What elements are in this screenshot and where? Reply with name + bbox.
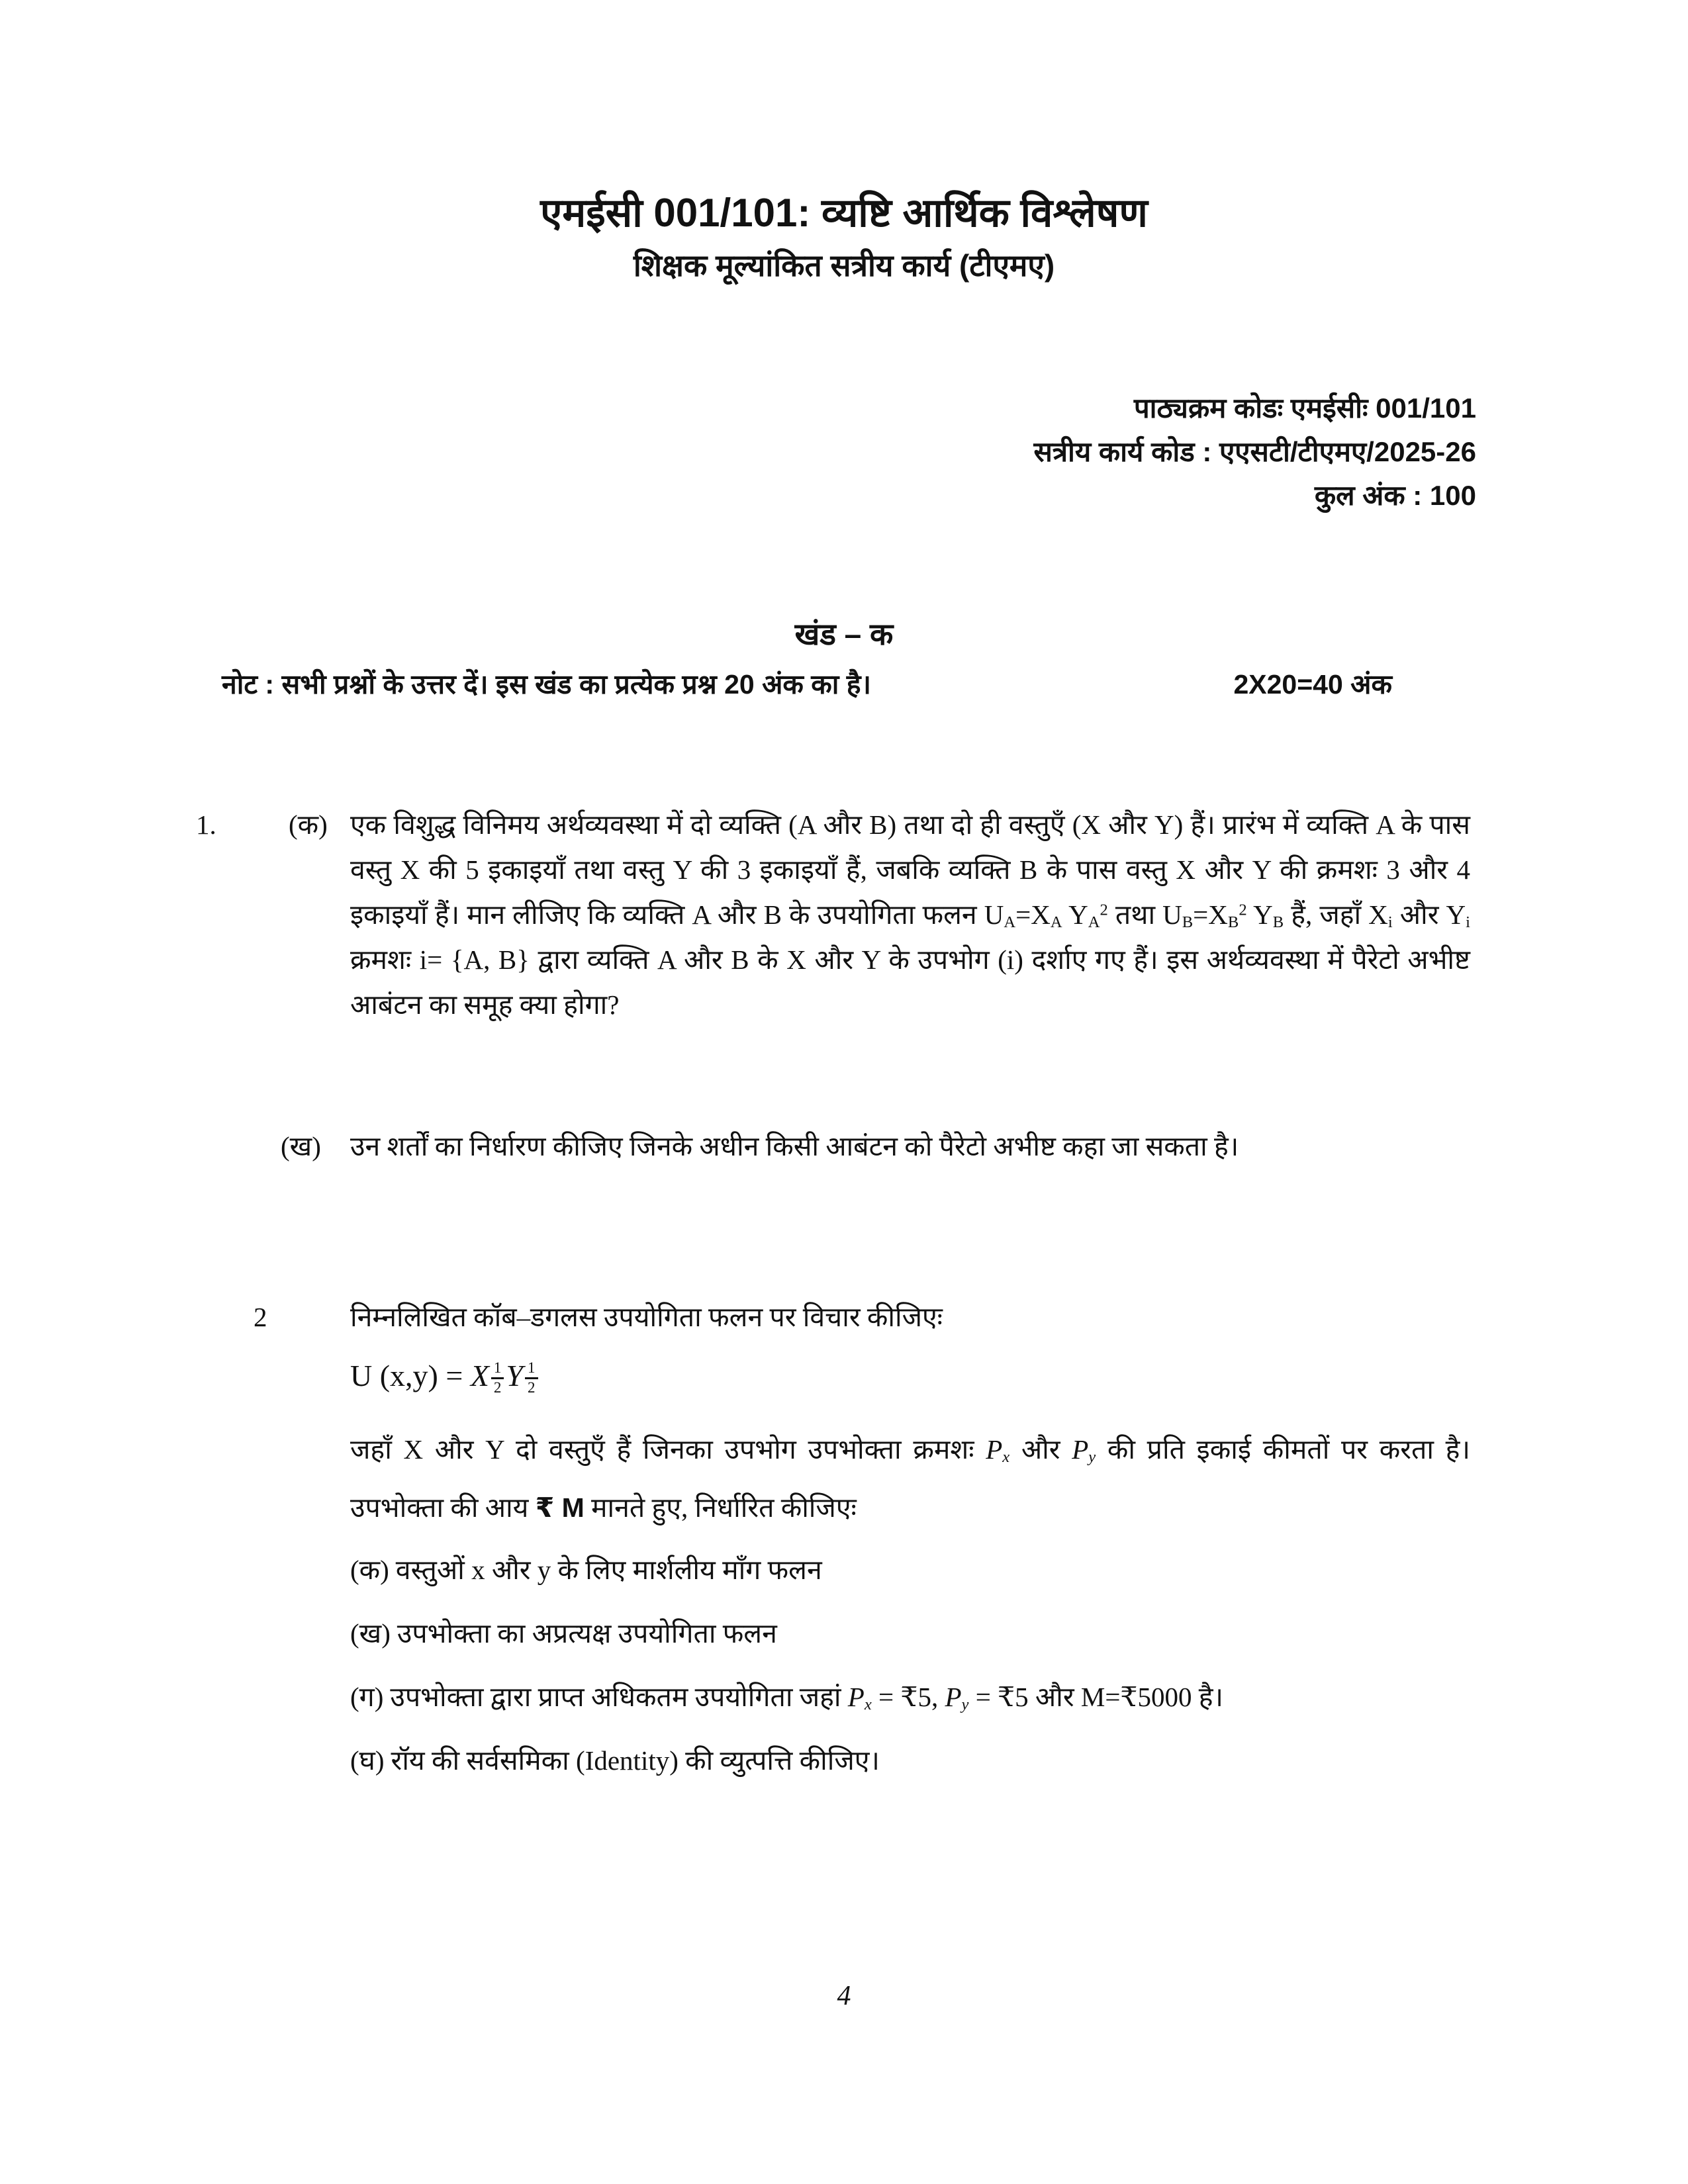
document-header [0, 189, 1688, 285]
section-note: नोट : सभी प्रश्नों के उत्तर दें। इस खंड का प्रत्येक प्रश्न 20 अंक का है। [222, 669, 872, 700]
course-code-line: पाठ्यक्रम कोडः एमईसीः 001/101 [1133, 392, 1476, 424]
question-2c-text: उपभोक्ता द्वारा प्राप्त अधिकतम उपयोगिता जहां $P_x$ = ₹5, $P_y$ = ₹5 और M=₹5000 है। [390, 1682, 1224, 1713]
section-note-row [222, 664, 1392, 704]
question-2a-label: (क) [350, 1555, 389, 1585]
question-2-intro: निम्नलिखित कॉब–डगलस उपयोगिता फलन पर विचार कीजिएः [350, 1302, 943, 1332]
question-1a-text: एक विशुद्ध विनिमय अर्थव्यवस्था में दो व्यक्ति (A और B) तथा दो ही वस्तुएँ (X और Y) हैं। प्रारंभ में व्यक्ति A के पास वस्तु X की 5 इकाइयाँ तथा वस्तु Y की 3 इकाइयाँ हैं, जबकि व्यक्ति B के पास वस्तु X और Y की क्रमशः 3 और 4 इकाइयाँ हैं। मान लीजिए कि व्यक्ति A और B के उपयोगिता फलन $U_A=X_A$ $Y_A^2$ तथा $U_B=X_B^2$ $Y_B$ हैं, जहाँ $X_i$ और $Y_i$ क्रमशः i= {A, B} द्वारा व्यक्ति A और B के X और Y के उपभोग (i) दर्शाए गए हैं। इस अर्थव्यवस्था में पैरेटो अभीष्ट आबंटन का समूह क्या होगा? [350, 809, 1470, 1020]
question-2b-row [350, 1611, 1515, 1656]
question-1b-label: (ख) [281, 1131, 321, 1161]
page-number: 4 [837, 1981, 851, 2011]
question-2-parts [350, 1547, 1515, 1801]
question-1a-label: (क) [289, 809, 328, 840]
total-marks-line: कुल अंक : 100 [1314, 480, 1476, 511]
question-2-formula: U (x,y) = X $\frac{1}{2}$ Y $\frac{1}{2}$ [350, 1353, 540, 1399]
question-2a-text: वस्तुओं x और y के लिए मार्शलीय माँग फलन [395, 1555, 822, 1585]
course-title: एमईसी 001/101: व्यष्टि आर्थिक विश्लेषण [540, 191, 1148, 235]
question-2d-text: रॉय की सर्वसमिका (Identity) की व्युत्पत्ति कीजिए। [391, 1745, 880, 1776]
question-2b-label: (ख) [350, 1618, 391, 1649]
question-1b-text: उन शर्तों का निर्धारण कीजिए जिनके अधीन किसी आबंटन को पैरेटो अभीष्ट कहा जा सकता है। [350, 1131, 1239, 1161]
question-2d-row [350, 1738, 1515, 1783]
assignment-subtitle: शिक्षक मूल्यांकित सत्रीय कार्य (टीएमए) [633, 248, 1055, 283]
section-heading: खंड – क [794, 617, 894, 651]
course-info-block [0, 387, 1688, 518]
question-2d-label: (घ) [350, 1745, 385, 1776]
question-2-number: 2 [254, 1302, 267, 1332]
question-2b-text: उपभोक्ता का अप्रत्यक्ष उपयोगिता फलन [397, 1618, 777, 1649]
question-1-number: 1. [196, 809, 216, 840]
question-2c-row [350, 1674, 1515, 1719]
assignment-code-line: सत्रीय कार्य कोड : एएसटी/टीएमए/2025-26 [1033, 436, 1476, 467]
question-2a-row [350, 1547, 1515, 1592]
question-2-description: जहाँ X और Y दो वस्तुएँ हैं जिनका उपभोग उपभोक्ता क्रमशः $P_x$ और $P_y$ की प्रति इकाई कीमतों पर करता है। उपभोक्ता की आय ₹ M मानते हुए, निर्धारित कीजिएः [350, 1434, 1470, 1523]
question-2c-label: (ग) [350, 1682, 384, 1712]
section-marks: 2X20=40 अंक [1233, 669, 1392, 700]
